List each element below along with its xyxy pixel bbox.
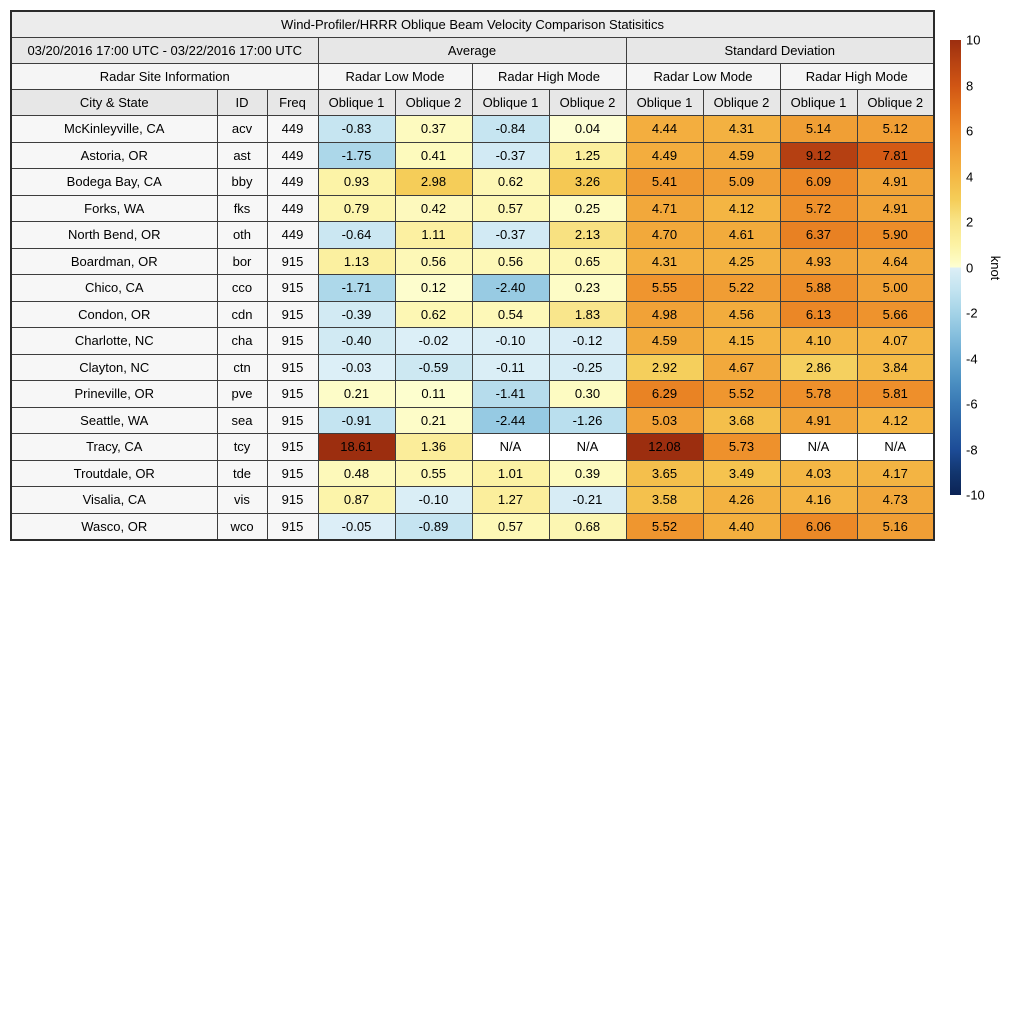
colorbar-tick-label: 10	[966, 32, 981, 48]
id-cell: acv	[217, 116, 267, 143]
table-body	[11, 116, 934, 541]
city-state-header: City & State	[11, 90, 217, 116]
value-cell: 5.88	[780, 275, 857, 302]
value-cell: 0.87	[318, 487, 395, 514]
value-cell: 4.31	[626, 248, 703, 275]
value-cell: 5.22	[703, 275, 780, 302]
value-cell: 7.81	[857, 142, 934, 169]
table-row	[11, 328, 934, 355]
value-cell: 5.78	[780, 381, 857, 408]
value-cell: 4.56	[703, 301, 780, 328]
id-header: ID	[217, 90, 267, 116]
city-cell: North Bend, OR	[11, 222, 217, 249]
value-cell: 4.10	[780, 328, 857, 355]
value-cell: 5.55	[626, 275, 703, 302]
value-cell: -2.40	[472, 275, 549, 302]
value-cell: 4.26	[703, 487, 780, 514]
colorbar-tick-label: 8	[966, 78, 974, 93]
mode-header-row	[11, 64, 934, 90]
value-cell: 4.73	[857, 487, 934, 514]
table-row	[11, 222, 934, 249]
freq-cell: 915	[267, 407, 318, 434]
city-cell: Charlotte, NC	[11, 328, 217, 355]
value-cell: -2.44	[472, 407, 549, 434]
value-cell: 3.68	[703, 407, 780, 434]
value-cell: 0.30	[549, 381, 626, 408]
id-cell: bor	[217, 248, 267, 275]
value-cell: 6.09	[780, 169, 857, 196]
value-cell: 6.06	[780, 513, 857, 540]
value-cell: -0.21	[549, 487, 626, 514]
value-cell: 0.79	[318, 195, 395, 222]
value-cell: 0.21	[318, 381, 395, 408]
value-cell: 0.37	[395, 116, 472, 143]
value-cell: -1.71	[318, 275, 395, 302]
table-row	[11, 301, 934, 328]
value-cell: 3.84	[857, 354, 934, 381]
value-cell: N/A	[780, 434, 857, 461]
value-cell: 4.44	[626, 116, 703, 143]
colorbar-tick-label: -6	[966, 396, 978, 412]
value-cell: 1.36	[395, 434, 472, 461]
value-cell: -0.10	[395, 487, 472, 514]
id-cell: oth	[217, 222, 267, 249]
value-cell: 12.08	[626, 434, 703, 461]
city-cell: Troutdale, OR	[11, 460, 217, 487]
value-cell: 5.03	[626, 407, 703, 434]
value-cell: 5.00	[857, 275, 934, 302]
value-cell: 4.71	[626, 195, 703, 222]
city-cell: Visalia, CA	[11, 487, 217, 514]
oblique2-header: Oblique 2	[395, 90, 472, 116]
value-cell: 4.67	[703, 354, 780, 381]
value-cell: 4.16	[780, 487, 857, 514]
value-cell: -0.05	[318, 513, 395, 540]
group-header-row	[11, 38, 934, 64]
oblique2-header: Oblique 2	[857, 90, 934, 116]
value-cell: 5.52	[703, 381, 780, 408]
table-row	[11, 195, 934, 222]
column-header-row	[11, 90, 934, 116]
group-header-average: Average	[318, 38, 626, 64]
table-row	[11, 434, 934, 461]
value-cell: 1.13	[318, 248, 395, 275]
value-cell: -0.83	[318, 116, 395, 143]
value-cell: 3.26	[549, 169, 626, 196]
value-cell: 0.54	[472, 301, 549, 328]
id-cell: vis	[217, 487, 267, 514]
city-cell: Wasco, OR	[11, 513, 217, 540]
id-cell: cco	[217, 275, 267, 302]
freq-header: Freq	[267, 90, 318, 116]
city-cell: Forks, WA	[11, 195, 217, 222]
value-cell: 0.65	[549, 248, 626, 275]
oblique1-header: Oblique 1	[780, 90, 857, 116]
value-cell: 4.91	[857, 195, 934, 222]
value-cell: -0.25	[549, 354, 626, 381]
value-cell: 4.15	[703, 328, 780, 355]
colorbar-tick-label: 0	[966, 260, 974, 275]
value-cell: 4.91	[780, 407, 857, 434]
value-cell: 1.01	[472, 460, 549, 487]
freq-cell: 915	[267, 275, 318, 302]
table-row	[11, 142, 934, 169]
value-cell: 4.31	[703, 116, 780, 143]
id-cell: ast	[217, 142, 267, 169]
group-header-standard-deviation: Standard Deviation	[626, 38, 934, 64]
value-cell: 5.73	[703, 434, 780, 461]
page-title: Wind-Profiler/HRRR Oblique Beam Velocity Comparison Statisitics	[11, 11, 934, 38]
colorbar-tick-label: -10	[966, 487, 985, 503]
value-cell: -1.75	[318, 142, 395, 169]
value-cell: 0.12	[395, 275, 472, 302]
value-cell: -0.11	[472, 354, 549, 381]
value-cell: 0.68	[549, 513, 626, 540]
value-cell: 2.86	[780, 354, 857, 381]
oblique2-header: Oblique 2	[549, 90, 626, 116]
value-cell: -0.89	[395, 513, 472, 540]
colorbar-tick-label: -4	[966, 351, 978, 366]
value-cell: N/A	[472, 434, 549, 461]
value-cell: 5.52	[626, 513, 703, 540]
value-cell: 4.91	[857, 169, 934, 196]
freq-cell: 915	[267, 513, 318, 540]
city-cell: McKinleyville, CA	[11, 116, 217, 143]
table-row	[11, 487, 934, 514]
value-cell: 6.37	[780, 222, 857, 249]
freq-cell: 449	[267, 116, 318, 143]
value-cell: 0.39	[549, 460, 626, 487]
value-cell: N/A	[549, 434, 626, 461]
freq-cell: 449	[267, 195, 318, 222]
value-cell: 2.13	[549, 222, 626, 249]
freq-cell: 449	[267, 169, 318, 196]
value-cell: -0.03	[318, 354, 395, 381]
city-cell: Clayton, NC	[11, 354, 217, 381]
value-cell: 0.57	[472, 513, 549, 540]
value-cell: -0.84	[472, 116, 549, 143]
value-cell: 5.72	[780, 195, 857, 222]
value-cell: 18.61	[318, 434, 395, 461]
value-cell: 5.66	[857, 301, 934, 328]
table-row	[11, 248, 934, 275]
value-cell: 4.12	[703, 195, 780, 222]
value-cell: 4.59	[703, 142, 780, 169]
table-row	[11, 513, 934, 540]
statistics-table	[10, 10, 935, 541]
freq-cell: 449	[267, 142, 318, 169]
value-cell: 5.81	[857, 381, 934, 408]
table-row	[11, 275, 934, 302]
colorbar-tick-label: 6	[966, 123, 974, 139]
value-cell: 6.29	[626, 381, 703, 408]
value-cell: 5.90	[857, 222, 934, 249]
city-cell: Boardman, OR	[11, 248, 217, 275]
value-cell: -1.41	[472, 381, 549, 408]
value-cell: -0.59	[395, 354, 472, 381]
value-cell: 0.56	[395, 248, 472, 275]
value-cell: 3.49	[703, 460, 780, 487]
value-cell: 9.12	[780, 142, 857, 169]
colorbar-tick-label: 2	[966, 214, 974, 230]
id-cell: cdn	[217, 301, 267, 328]
id-cell: pve	[217, 381, 267, 408]
id-cell: sea	[217, 407, 267, 434]
value-cell: 5.09	[703, 169, 780, 196]
value-cell: 4.64	[857, 248, 934, 275]
value-cell: 0.62	[395, 301, 472, 328]
std-low-mode-header: Radar Low Mode	[626, 64, 780, 90]
freq-cell: 449	[267, 222, 318, 249]
value-cell: 0.55	[395, 460, 472, 487]
city-cell: Astoria, OR	[11, 142, 217, 169]
id-cell: bby	[217, 169, 267, 196]
value-cell: 0.56	[472, 248, 549, 275]
date-range: 03/20/2016 17:00 UTC - 03/22/2016 17:00 UTC	[11, 38, 318, 64]
table-row	[11, 460, 934, 487]
city-cell: Condon, OR	[11, 301, 217, 328]
value-cell: -0.02	[395, 328, 472, 355]
city-cell: Tracy, CA	[11, 434, 217, 461]
value-cell: -0.12	[549, 328, 626, 355]
colorbar-tick-label: -2	[966, 305, 978, 321]
freq-cell: 915	[267, 248, 318, 275]
table-row	[11, 381, 934, 408]
value-cell: 3.58	[626, 487, 703, 514]
value-cell: 2.92	[626, 354, 703, 381]
city-cell: Bodega Bay, CA	[11, 169, 217, 196]
value-cell: -0.10	[472, 328, 549, 355]
value-cell: 0.42	[395, 195, 472, 222]
value-cell: 0.93	[318, 169, 395, 196]
std-high-mode-header: Radar High Mode	[780, 64, 934, 90]
oblique1-header: Oblique 1	[318, 90, 395, 116]
value-cell: 4.93	[780, 248, 857, 275]
value-cell: N/A	[857, 434, 934, 461]
value-cell: 0.41	[395, 142, 472, 169]
value-cell: 6.13	[780, 301, 857, 328]
id-cell: ctn	[217, 354, 267, 381]
id-cell: cha	[217, 328, 267, 355]
value-cell: -0.37	[472, 222, 549, 249]
table-row	[11, 407, 934, 434]
value-cell: 5.16	[857, 513, 934, 540]
value-cell: -0.39	[318, 301, 395, 328]
value-cell: 4.61	[703, 222, 780, 249]
oblique1-header: Oblique 1	[472, 90, 549, 116]
colorbar-unit-label: knot	[988, 255, 1003, 280]
value-cell: 1.11	[395, 222, 472, 249]
freq-cell: 915	[267, 381, 318, 408]
table-row	[11, 116, 934, 143]
title-row	[11, 11, 934, 38]
value-cell: 5.12	[857, 116, 934, 143]
value-cell: 4.12	[857, 407, 934, 434]
value-cell: 4.25	[703, 248, 780, 275]
freq-cell: 915	[267, 487, 318, 514]
city-cell: Chico, CA	[11, 275, 217, 302]
value-cell: 0.23	[549, 275, 626, 302]
value-cell: 0.25	[549, 195, 626, 222]
value-cell: 3.65	[626, 460, 703, 487]
id-cell: tcy	[217, 434, 267, 461]
avg-high-mode-header: Radar High Mode	[472, 64, 626, 90]
table-row	[11, 354, 934, 381]
value-cell: 5.14	[780, 116, 857, 143]
freq-cell: 915	[267, 434, 318, 461]
value-cell: -0.64	[318, 222, 395, 249]
value-cell: 4.03	[780, 460, 857, 487]
site-info-header: Radar Site Information	[11, 64, 318, 90]
freq-cell: 915	[267, 328, 318, 355]
avg-low-mode-header: Radar Low Mode	[318, 64, 472, 90]
freq-cell: 915	[267, 301, 318, 328]
colorbar	[950, 32, 1024, 503]
value-cell: 1.83	[549, 301, 626, 328]
city-cell: Seattle, WA	[11, 407, 217, 434]
oblique2-header: Oblique 2	[703, 90, 780, 116]
value-cell: 0.04	[549, 116, 626, 143]
value-cell: -0.91	[318, 407, 395, 434]
colorbar-gradient	[950, 40, 961, 495]
value-cell: 0.21	[395, 407, 472, 434]
value-cell: -0.37	[472, 142, 549, 169]
value-cell: 1.25	[549, 142, 626, 169]
id-cell: wco	[217, 513, 267, 540]
value-cell: 4.70	[626, 222, 703, 249]
value-cell: 4.40	[703, 513, 780, 540]
value-cell: 0.62	[472, 169, 549, 196]
value-cell: 1.27	[472, 487, 549, 514]
id-cell: fks	[217, 195, 267, 222]
colorbar-tick-label: -8	[966, 442, 978, 457]
city-cell: Prineville, OR	[11, 381, 217, 408]
value-cell: 5.41	[626, 169, 703, 196]
value-cell: 0.48	[318, 460, 395, 487]
colorbar-tick-label: 4	[966, 169, 974, 184]
value-cell: -0.40	[318, 328, 395, 355]
value-cell: 4.17	[857, 460, 934, 487]
value-cell: 2.98	[395, 169, 472, 196]
value-cell: 4.49	[626, 142, 703, 169]
value-cell: -1.26	[549, 407, 626, 434]
id-cell: tde	[217, 460, 267, 487]
freq-cell: 915	[267, 460, 318, 487]
value-cell: 4.07	[857, 328, 934, 355]
value-cell: 0.11	[395, 381, 472, 408]
value-cell: 4.59	[626, 328, 703, 355]
value-cell: 0.57	[472, 195, 549, 222]
value-cell: 4.98	[626, 301, 703, 328]
oblique1-header: Oblique 1	[626, 90, 703, 116]
table-row	[11, 169, 934, 196]
freq-cell: 915	[267, 354, 318, 381]
